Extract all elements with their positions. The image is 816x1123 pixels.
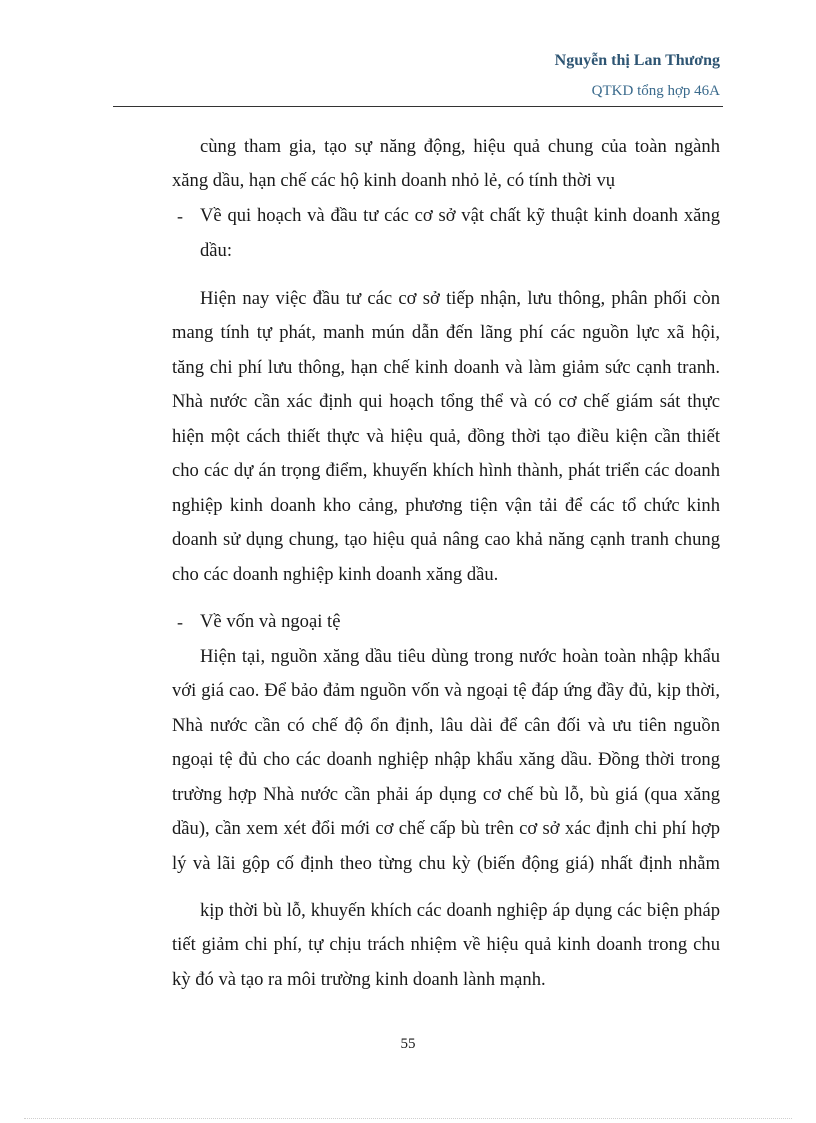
header-divider <box>113 106 723 107</box>
paragraph-line: kỳ đó và tạo ra môi trường kinh doanh lành mạnh. <box>172 969 546 990</box>
paragraph-line: cùng tham gia, tạo sự năng động, hiệu quả chung của toàn ngành <box>200 136 720 157</box>
paragraph-line: tiết giảm chi phí, tự chịu trách nhiệm về hiệu quả kinh doanh trong chu <box>172 934 720 955</box>
paragraph-line: kịp thời bù lỗ, khuyến khích các doanh nghiệp áp dụng các biện pháp <box>200 900 720 921</box>
paragraph-line: Nhà nước cần xác định qui hoạch tổng thể và có cơ chế giám sát thực <box>172 391 720 412</box>
bullet-line: dầu: <box>200 240 233 261</box>
paragraph-line: với giá cao. Để bảo đảm nguồn vốn và ngoại tệ đáp ứng đầy đủ, kịp thời, <box>172 680 720 701</box>
paragraph-line: nghiệp kinh doanh kho cảng, phương tiện vận tải để các tổ chức kinh <box>172 495 720 516</box>
paragraph-line: hiện một cách thiết thực và hiệu quả, đồng thời tạo điều kiện cần thiết <box>172 426 720 447</box>
paragraph-line: dầu), cần xem xét đổi mới cơ chế cấp bù trên cơ sở xác định chi phí hợp <box>172 818 720 839</box>
paragraph-line: ngoại tệ đủ cho các doanh nghiệp nhập khẩu xăng dầu. Đồng thời trong <box>172 749 720 770</box>
paragraph-line: Hiện nay việc đầu tư các cơ sở tiếp nhận, lưu thông, phân phối còn <box>200 288 720 309</box>
paragraph-line: lý và lãi gộp cố định theo từng chu kỳ (biến động giá) nhất định nhằm <box>172 853 720 874</box>
paragraph-line: cho các dự án trọng điểm, khuyến khích hình thành, phát triển các doanh <box>172 460 720 481</box>
paragraph-line: Hiện tại, nguồn xăng dầu tiêu dùng trong nước hoàn toàn nhập khẩu <box>200 646 720 667</box>
page-number: 55 <box>400 1036 416 1052</box>
paragraph-line: Nhà nước cần có chế độ ổn định, lâu dài để cân đối và ưu tiên nguồn <box>172 715 720 736</box>
header-class: QTKD tổng hợp 46A <box>591 83 720 99</box>
bullet-line: Về qui hoạch và đầu tư các cơ sở vật chất kỹ thuật kinh doanh xăng <box>200 205 720 226</box>
bullet-marker: - <box>177 206 183 226</box>
bullet-line: Về vốn và ngoại tệ <box>200 611 341 632</box>
paragraph-line: cho các doanh nghiệp kinh doanh xăng dầu. <box>172 564 499 585</box>
header-author: Nguyễn thị Lan Thương <box>554 52 720 69</box>
paragraph-line: tăng chi phí lưu thông, hạn chế kinh doanh và làm giảm sức cạnh tranh. <box>172 357 720 378</box>
page-edge-divider <box>24 1118 792 1119</box>
bullet-marker: - <box>177 612 183 632</box>
paragraph-line: doanh sử dụng chung, tạo hiệu quả nâng cao khả năng cạnh tranh chung <box>172 529 720 550</box>
paragraph-line: xăng dầu, hạn chế các hộ kinh doanh nhỏ lẻ, có tính thời vụ <box>172 170 616 191</box>
paragraph-line: mang tính tự phát, manh mún dẫn đến lãng phí các nguồn lực xã hội, <box>172 322 720 343</box>
paragraph-line: trường hợp Nhà nước cần phải áp dụng cơ chế bù lỗ, bù giá (qua xăng <box>172 784 720 805</box>
